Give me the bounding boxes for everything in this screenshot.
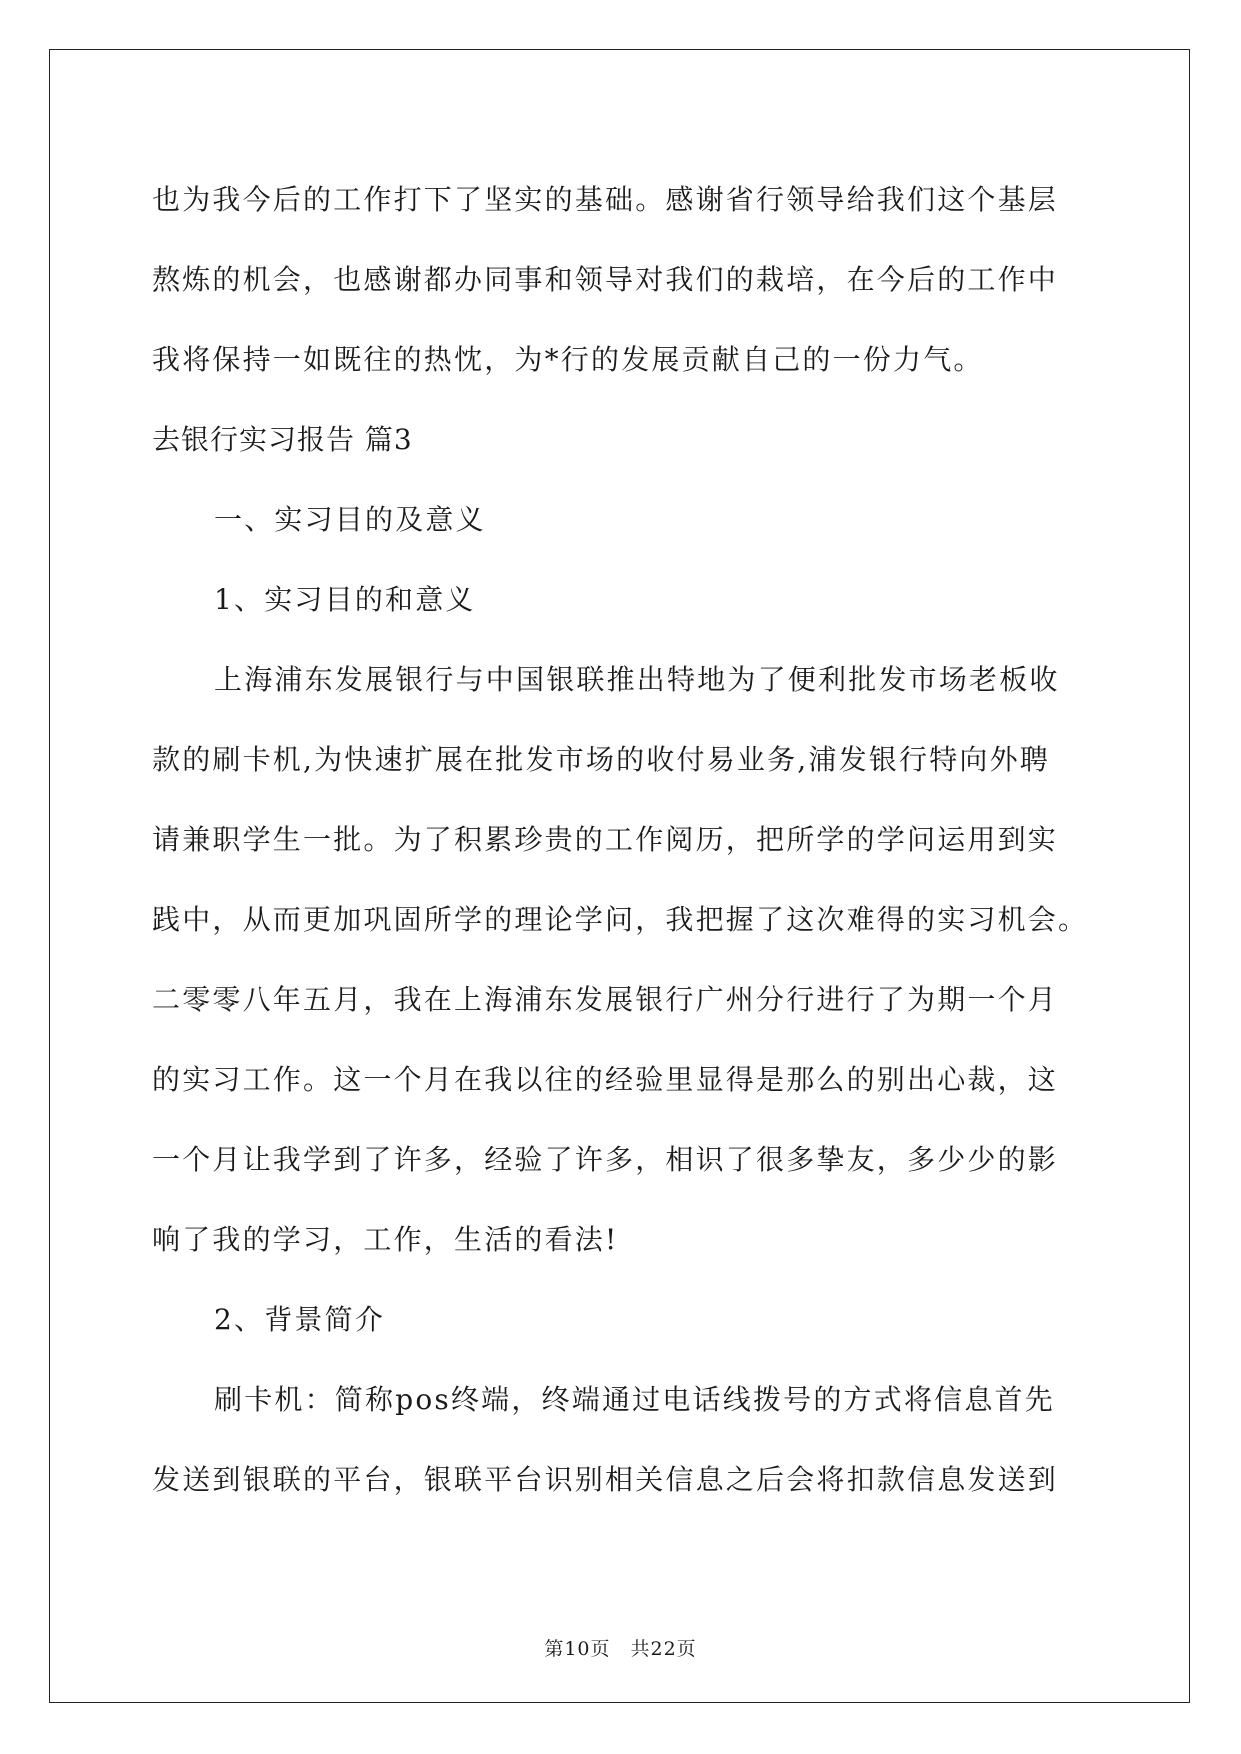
report-title: 去银行实习报告 篇3 [152, 423, 413, 456]
page-number: 第10页 共22页 [544, 1638, 697, 1660]
paragraph-line: 二零零八年五月，我在上海浦东发展银行广州分行进行了为期一个月 [152, 983, 1059, 1016]
paragraph-line: 践中，从而更加巩固所学的理论学问，我把握了这次难得的实习机会。 [152, 903, 1089, 936]
document-body [152, 160, 1092, 1520]
paragraph-line: 的实习工作。这一个月在我以往的经验里显得是那么的别出心裁，这 [152, 1063, 1059, 1096]
paragraph-line: 刷卡机：简称pos终端，终端通过电话线拨号的方式将信息首先 [214, 1383, 1055, 1416]
paragraph-line: 也为我今后的工作打下了坚实的基础。感谢省行领导给我们这个基层 [152, 183, 1059, 216]
section-heading: 一、实习目的及意义 [214, 503, 486, 536]
paragraph-line: 我将保持一如既往的热忱，为*行的发展贡献自己的一份力气。 [152, 343, 984, 376]
paragraph-line: 熬炼的机会，也感谢都办同事和领导对我们的栽培，在今后的工作中 [152, 263, 1059, 296]
paragraph-line: 请兼职学生一批。为了积累珍贵的工作阅历，把所学的学问运用到实 [152, 823, 1059, 856]
paragraph-line: 发送到银联的平台，银联平台识别相关信息之后会将扣款信息发送到 [152, 1463, 1059, 1496]
paragraph-line: 上海浦东发展银行与中国银联推出特地为了便利批发市场老板收 [214, 663, 1060, 696]
subsection-heading: 1、实习目的和意义 [214, 583, 476, 616]
paragraph-line: 一个月让我学到了许多，经验了许多，相识了很多挚友，多少少的影 [152, 1143, 1059, 1176]
paragraph-line: 款的刷卡机,为快速扩展在批发市场的收付易业务,浦发银行特向外聘 [152, 743, 1051, 776]
paragraph-line: 响了我的学习，工作，生活的看法! [152, 1223, 619, 1256]
subsection-heading: 2、背景简介 [214, 1303, 386, 1336]
